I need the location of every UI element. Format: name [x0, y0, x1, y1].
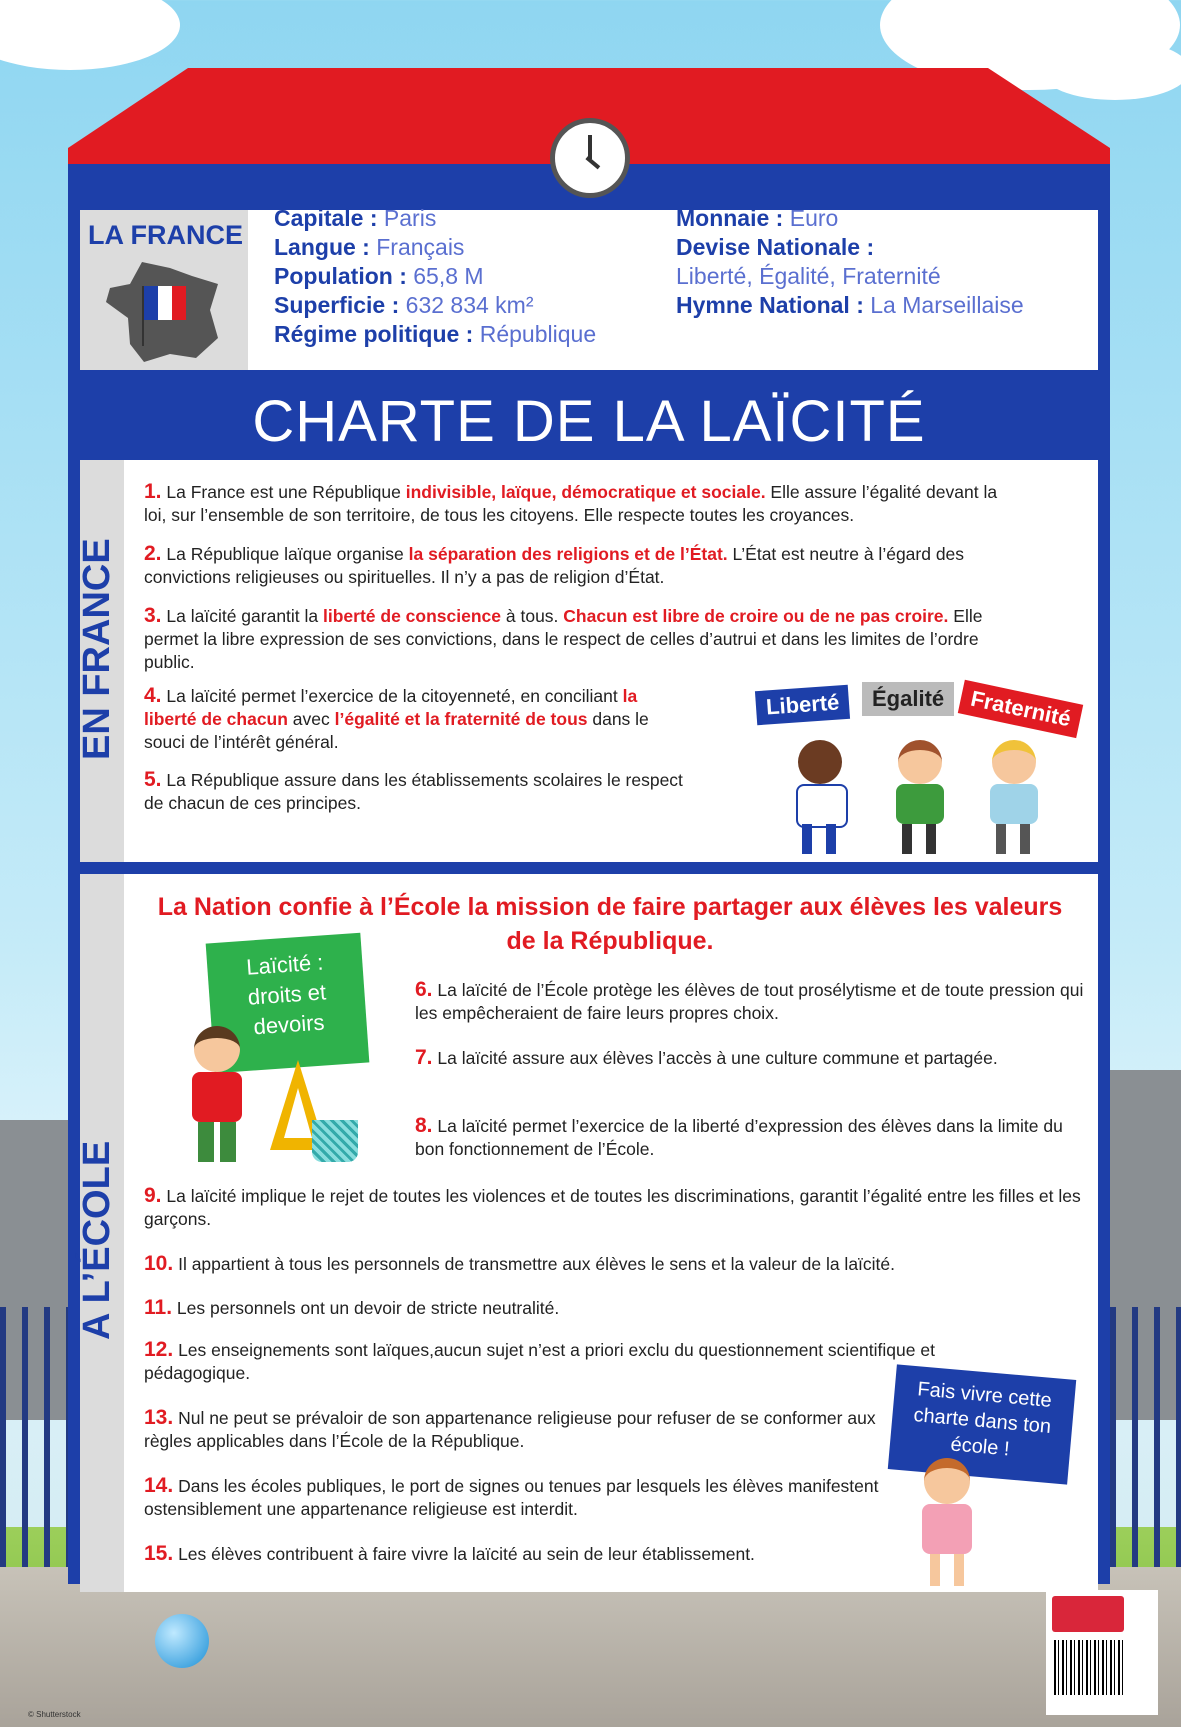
article-number: 5.	[144, 768, 162, 791]
copyright: © Shutterstock	[28, 1710, 81, 1719]
article-text: L’État est neutre à l’égard des convictions religieuses ou spirituelles. Il n’y a pas de religion d’État.	[144, 544, 965, 587]
article-number: 1.	[144, 480, 162, 503]
article-text: La République assure dans les établissements scolaires le respect de chacun de ces principes.	[144, 770, 683, 813]
sign-line: charte dans ton	[912, 1404, 1052, 1438]
article	[144, 1252, 1084, 1276]
article-text: La laïcité garantit la	[166, 606, 324, 626]
fence	[1110, 1307, 1181, 1577]
sign-egalite: Égalité	[862, 682, 954, 716]
article-text: Il appartient à tous les personnels de transmettre aux élèves le sens et la valeur de la laïcité.	[178, 1254, 896, 1274]
article-highlight: l’égalité et la fraternité de tous	[334, 709, 588, 729]
info-value: République	[479, 321, 597, 347]
info-label: Langue :	[274, 234, 370, 260]
article	[144, 480, 1024, 527]
article-highlight: Chacun est libre de croire ou de ne pas croire.	[563, 606, 949, 626]
article	[415, 1046, 1085, 1070]
section-en-france	[76, 460, 1098, 862]
article-text: Les élèves contribuent à faire vivre la laïcité au sein de leur établissement.	[178, 1544, 755, 1564]
article-highlight: indivisible, laïque, démocratique et sociale.	[405, 482, 766, 502]
article-number: 6.	[415, 978, 433, 1001]
publisher-badge	[1046, 1590, 1158, 1715]
article-number: 13.	[144, 1406, 174, 1429]
article-text: La France est une République	[166, 482, 406, 502]
section-label: EN FRANCE	[76, 538, 118, 760]
info-value: 632 834 km²	[405, 292, 534, 318]
info-value: La Marseillaise	[870, 292, 1024, 318]
info-label: Monnaie :	[676, 205, 784, 231]
article-number: 9.	[144, 1184, 162, 1207]
fence	[0, 1307, 70, 1577]
article	[144, 1406, 884, 1453]
board-line: droits et	[246, 979, 327, 1010]
article-highlight: la séparation des religions et de l’État.	[408, 544, 728, 564]
article-number: 4.	[144, 684, 162, 707]
article-text: La laïcité assure aux élèves l’accès à une culture commune et partagée.	[437, 1048, 998, 1068]
article	[144, 1338, 1004, 1385]
info-right-column	[676, 204, 1024, 320]
france-info-box	[80, 205, 1098, 370]
info-row	[676, 262, 1024, 291]
france-title: LA FRANCE	[88, 220, 243, 250]
info-row	[676, 204, 1024, 233]
article-text: La laïcité permet l’exercice de la citoyenneté, en conciliant	[166, 686, 623, 706]
ball-icon	[155, 1614, 209, 1668]
wastebasket-icon	[312, 1120, 358, 1162]
article-text: Elle assure l’égalité devant la loi, sur l’ensemble de son territoire, de tous les citoyens. Elle respecte toutes les croyances.	[144, 482, 998, 525]
clock-icon	[550, 118, 630, 198]
info-row	[274, 291, 596, 320]
info-row	[676, 291, 1024, 320]
info-row	[676, 233, 1024, 262]
sign-liberte: Liberté	[755, 685, 851, 725]
publisher-logo	[1052, 1596, 1124, 1632]
france-panel	[80, 210, 248, 370]
info-row	[274, 204, 596, 233]
sign-fraternite: Fraternité	[958, 680, 1084, 739]
girl-illustration	[910, 1458, 990, 1588]
article-number: 14.	[144, 1474, 174, 1497]
article-highlight: liberté de conscience	[323, 606, 502, 626]
article	[144, 1296, 1084, 1320]
article-text: La République laïque organise	[166, 544, 409, 564]
article	[144, 1542, 884, 1566]
article	[144, 684, 684, 754]
sign-line: école !	[949, 1433, 1011, 1461]
article-text: La laïcité implique le rejet de toutes les violences et de toutes les discriminations, garantit l’égalité entre les filles et les garçons.	[144, 1186, 1081, 1229]
article-text: Dans les écoles publiques, le port de signes ou tenues par lesquels les élèves manifestent ostensiblement une appartenance religieuse est interdit.	[144, 1476, 879, 1519]
info-value: Liberté, Égalité, Fraternité	[676, 263, 941, 289]
board-line: Laïcité :	[245, 949, 325, 980]
info-label: Devise Nationale :	[676, 234, 875, 260]
cloud	[0, 0, 180, 70]
article-text: à tous.	[501, 606, 564, 626]
article-number: 8.	[415, 1114, 433, 1137]
info-label: Superficie :	[274, 292, 400, 318]
article	[144, 604, 1024, 674]
article	[415, 978, 1085, 1025]
article	[144, 768, 684, 815]
info-value: Paris	[383, 205, 437, 231]
article	[144, 1474, 884, 1521]
info-row	[274, 262, 596, 291]
info-value: 65,8 M	[413, 263, 484, 289]
info-label: Population :	[274, 263, 407, 289]
info-left-column	[274, 204, 596, 349]
article-text: Les personnels ont un devoir de stricte neutralité.	[176, 1298, 560, 1318]
barcode-icon	[1054, 1640, 1124, 1695]
info-label: Capitale :	[274, 205, 378, 231]
article-number: 12.	[144, 1338, 174, 1361]
article-highlight: la liberté de chacun	[144, 686, 638, 729]
article	[144, 542, 1024, 589]
article-text: La laïcité permet l’exercice de la liberté d’expression des élèves dans la limite du bon fonctionnement de l’École.	[415, 1116, 1063, 1159]
info-row	[274, 233, 596, 262]
article-text: dans le souci de l’intérêt général.	[144, 709, 649, 752]
section-label: A L’ÉCOLE	[76, 1140, 118, 1340]
article-text: Les enseignements sont laïques,aucun sujet n’est a priori exclu du questionnement scientifique et pédagogique.	[144, 1340, 935, 1383]
article-text: Nul ne peut se prévaloir de son appartenance religieuse pour refuser de se conformer aux règles applicables dans l’École de la République.	[144, 1408, 876, 1451]
article-number: 3.	[144, 604, 162, 627]
article-text: La laïcité de l’École protège les élèves de tout prosélytisme et de toute pression qui les empêcheraient de faire leurs propres choix.	[415, 980, 1084, 1023]
article-text: Elle permet la libre expression de ses convictions, dans le respect de celles d’autrui et dans les limites de l’ordre public.	[144, 606, 983, 672]
article-number: 2.	[144, 542, 162, 565]
info-value: Français	[376, 234, 465, 260]
article-text: avec	[287, 709, 335, 729]
child-illustration	[780, 740, 1080, 856]
article-number: 10.	[144, 1252, 174, 1275]
info-label: Hymne National :	[676, 292, 864, 318]
sign-line: Fais vivre cette	[916, 1378, 1053, 1412]
board-line: devoirs	[252, 1009, 326, 1040]
article	[144, 1184, 1084, 1231]
info-value: Euro	[789, 205, 839, 231]
article-number: 11.	[144, 1296, 173, 1319]
mission-statement: La Nation confie à l’École la mission de faire partager aux élèves les valeurs de la République.	[157, 893, 1063, 955]
article	[415, 1114, 1085, 1161]
france-map-icon	[100, 258, 230, 366]
title-band	[68, 378, 1110, 460]
info-label: Régime politique :	[274, 321, 474, 347]
boy-illustration	[182, 1026, 262, 1166]
page-title: CHARTE DE LA LAÏCITÉ	[252, 389, 926, 454]
info-row	[274, 320, 596, 349]
article-number: 7.	[415, 1046, 433, 1069]
article-number: 15.	[144, 1542, 174, 1565]
